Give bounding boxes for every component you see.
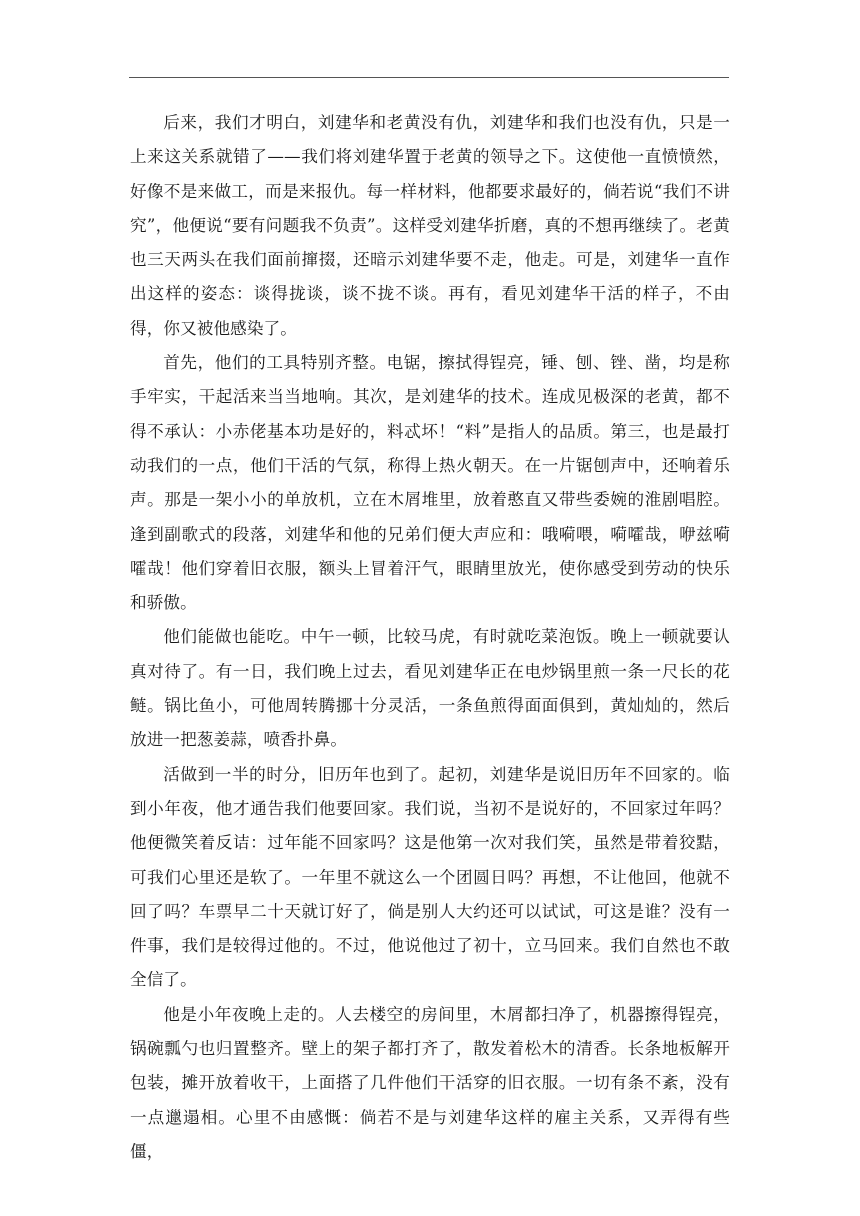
paragraph-4: 活做到一半的时分，旧历年也到了。起初，刘建华是说旧历年不回家的。临到小年夜，他才通告我们他要回家。我们说，当初不是说好的，不回家过年吗？他便微笑着反诘：过年能不回家吗？这是他第一次对我们笑，虽然是带着狡黠，可我们心里还是软了。一年里不就这么一个团圆日吗？再想，不让他回，他就不回了吗？车票早二十天就订好了，倘是别人大约还可以试试，可这是谁？没有一件事，我们是较得过他的。不过，他说他过了初十，立马回来。我们自然也不敢全信了。 xyxy=(130,764,730,990)
article-body xyxy=(130,106,730,1169)
paragraph-5: 他是小年夜晚上走的。人去楼空的房间里，木屑都扫净了，机器擦得锃亮，锅碗瓢勺也归置整齐。壁上的架子都打齐了，散发着松木的清香。长条地板解开包装，摊开放着收干，上面搭了几件他们干活穿的旧衣服。一切有条不紊，没有一点邋遢相。心里不由感慨：倘若不是与刘建华这样的雇主关系，又弄得有些僵， xyxy=(130,1004,730,1161)
header-divider xyxy=(129,77,729,78)
paragraph-2: 首先，他们的工具特别齐整。电锯，擦拭得锃亮，锤、刨、锉、凿，均是称手牢实，干起活来当当地响。其次，是刘建华的技术。连成见极深的老黄，都不得不承认：小赤佬基本功是好的，料忒坏！“料”是指人的品质。第三，也是最打动我们的一点，他们干活的气氛，称得上热火朝天。在一片锯刨声中，还响着乐声。那是一架小小的单放机，立在木屑堆里，放着憨直又带些委婉的淮剧唱腔。逢到副歌式的段落，刘建华和他的兄弟们便大声应和：哦嗬喂，嗬嚯哉，咿兹嗬嚯哉！他们穿着旧衣服，额头上冒着汗气，眼睛里放光，使你感受到劳动的快乐和骄傲。 xyxy=(130,353,730,613)
paragraph-3: 他们能做也能吃。中午一顿，比较马虎，有时就吃菜泡饭。晚上一顿就要认真对待了。有一日，我们晚上过去，看见刘建华正在电炒锅里煎一条一尺长的花鲢。锅比鱼小，可他周转腾挪十分灵活，一条鱼煎得面面俱到，黄灿灿的，然后放进一把葱姜蒜，喷香扑鼻。 xyxy=(130,627,730,750)
paragraph-1: 后来，我们才明白，刘建华和老黄没有仇，刘建华和我们也没有仇，只是一上来这关系就错了——我们将刘建华置于老黄的领导之下。这使他一直愤愤然，好像不是来做工，而是来报仇。每一样材料，他都要求最好的，倘若说“我们不讲究”，他便说“要有问题我不负责”。这样受刘建华折磨，真的不想再继续了。老黄也三天两头在我们面前撺掇，还暗示刘建华要不走，他走。可是，刘建华一直作出这样的姿态：谈得拢谈，谈不拢不谈。再有，看见刘建华干活的样子，不由得，你又被他感染了。 xyxy=(130,113,730,338)
